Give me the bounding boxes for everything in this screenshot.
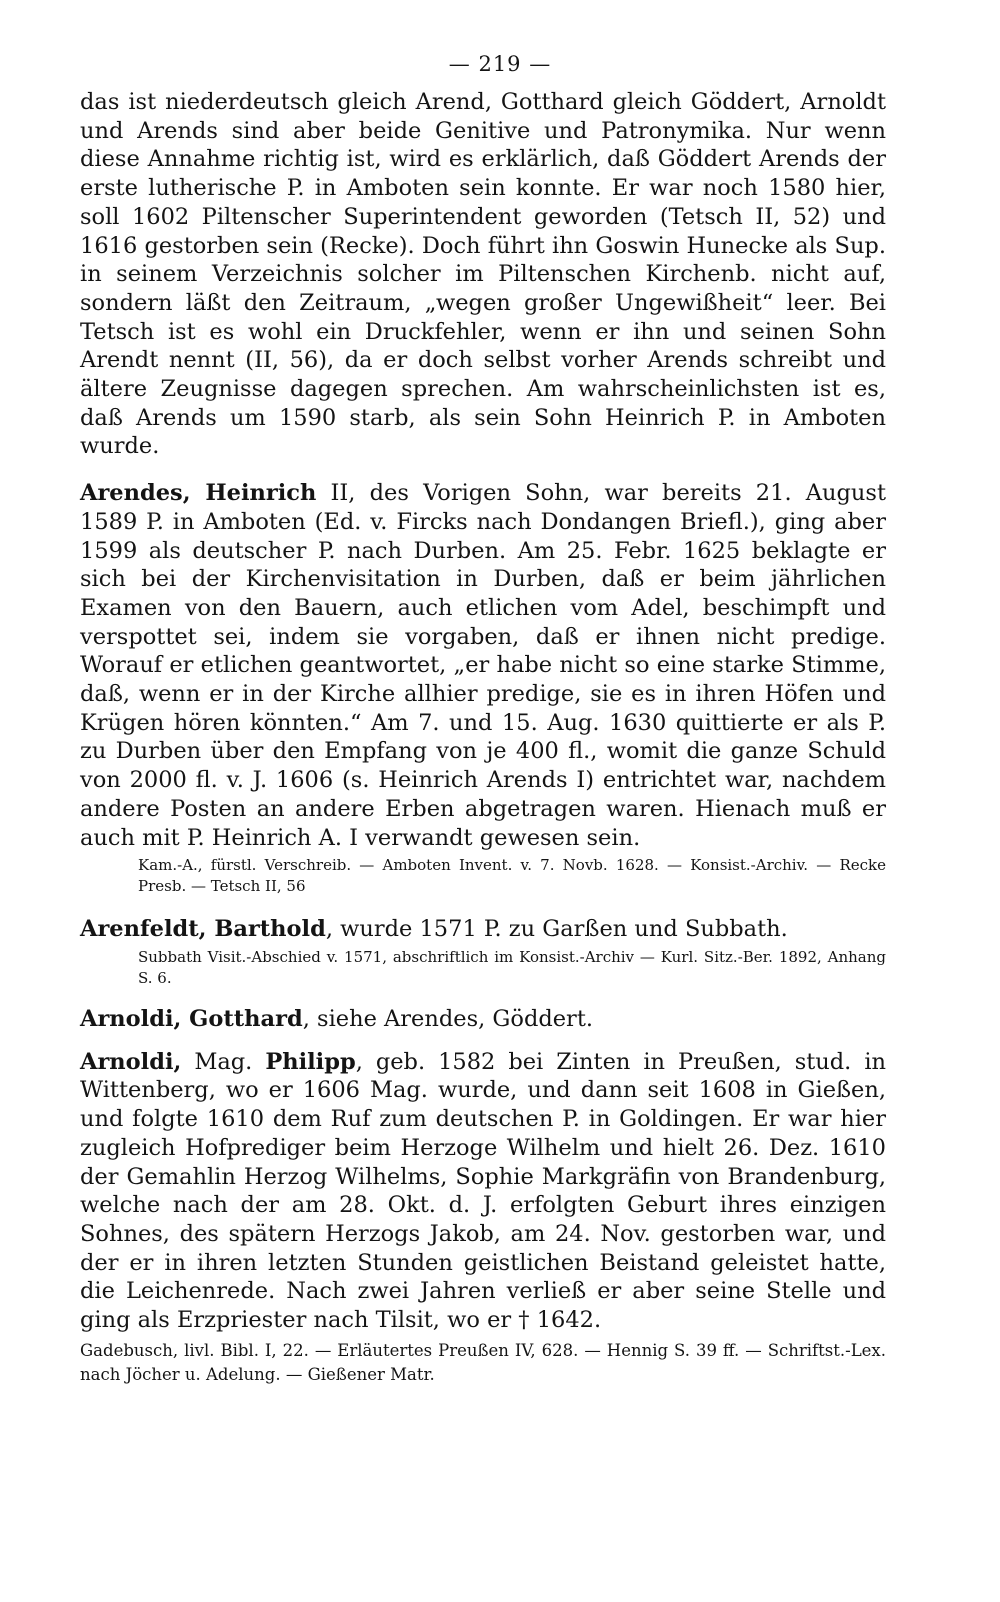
page-number: — 219 — xyxy=(448,52,552,76)
entry-arnoldi-gotthard xyxy=(80,1005,886,1034)
entry-heading: Arnoldi, Gotthard xyxy=(80,1005,303,1032)
entry-heading-name: Philipp xyxy=(265,1048,356,1075)
entry-heading: Arendes, Heinrich xyxy=(80,480,317,507)
entry-paragraph xyxy=(80,479,886,852)
entry-arendes-heinrich xyxy=(80,479,886,897)
entry-title: Mag. xyxy=(181,1048,266,1075)
intro-paragraph: das ist niederdeutsch gleich Arend, Gotthard gleich Göddert, Arnoldt und Arends sind aber beide Genitive und Patronymika. Nur wenn diese Annahme richtig ist, wird es erklärlich, daß Göddert Arends der erste lutherische P. in Amboten sein konnte. Er war noch 1580 hier, soll 1602 Piltenscher Superintendent geworden (Tetsch II, 52) und 1616 gestorben sein (Recke). Doch führt ihn Goswin Hunecke als Sup. in seinem Verzeichnis solcher im Piltenschen Kirchenb. nicht auf, sondern läßt den Zeitraum, „wegen großer Ungewißheit“ leer. Bei Tetsch ist es wohl ein Druckfehler, wenn er ihn und seinen Sohn Arendt nennt (II, 56), da er doch selbst vorher Arends schreibt und ältere Zeugnisse dagegen sprechen. Am wahrscheinlichsten ist es, daß Arends um 1590 starb, als sein Sohn Heinrich P. in Amboten wurde. xyxy=(80,89,886,460)
entry-paragraph xyxy=(80,1048,886,1335)
entry-text: , wurde 1571 P. zu Garßen und Subbath. xyxy=(325,916,788,943)
entry-text: II, des Vorigen Sohn, war bereits 21. August 1589 P. in Amboten (Ed. v. Fircks nach Dondangen Briefl.), ging aber 1599 als deutscher P. nach Durben. Am 25. Febr. 1625 beklagte er sich bei der Kirchenvisitation in Durben, daß er beim jährlichen Examen von den Bauern, auch etlichen vom Adel, beschimpft und verspottet sei, indem sie vorgaben, daß er ihnen nicht predige. Worauf er etlichen geantwortet, „er habe nicht so eine starke Stimme, daß, wenn er in der Kirche allhier predige, sie es in ihren Höfen und Krügen hören könnten.“ Am 7. und 15. Aug. 1630 quittierte er als P. zu Durben über den Empfang von je 400 fl., womit die ganze Schuld von 2000 fl. v. J. 1606 (s. Heinrich Arends I) entrichtet war, nachdem andere Posten an andere Erben abgetragen waren. Hienach muß er auch mit P. Heinrich A. I verwandt gewesen sein. xyxy=(80,480,886,851)
entry-sources: Subbath Visit.-Abschied v. 1571, abschriftlich im Konsist.-Archiv — Kurl. Sitz.-Ber. 1892, Anhang S. 6. xyxy=(138,947,886,987)
entry-sources: Gadebusch, livl. Bibl. I, 22. — Erläutertes Preußen IV, 628. — Hennig S. 39 ff. — Schriftst.-Lex. nach Jöcher u. Adelung. — Gießener Matr. xyxy=(80,1340,886,1384)
entry-heading: Arnoldi, xyxy=(80,1048,182,1075)
entry-arnoldi-philipp xyxy=(80,1048,886,1387)
entry-heading: Arenfeldt, Barthold xyxy=(80,916,326,943)
entry-paragraph xyxy=(80,915,886,944)
entry-text: , geb. 1582 bei Zinten in Preußen, stud. in Wittenberg, wo er 1606 Mag. wurde, und dann seit 1608 in Gießen, und folgte 1610 dem Ruf zum deutschen P. in Goldingen. Er war hier zugleich Hofprediger beim Herzoge Wilhelm und hielt 26. Dez. 1610 der Gemahlin Herzog Wilhelms, Sophie Markgräfin von Brandenburg, welche nach der am 28. Okt. d. J. erfolgten Geburt ihres einzigen Sohnes, des spätern Herzogs Jakob, am 24. Nov. gestorben war, und der er in ihren letzten Stunden geistlichen Beistand geleistet hatte, die Leichenrede. Nach zwei Jahren verließ er aber seine Stelle und ging als Erzpriester nach Tilsit, wo er † 1642. xyxy=(80,1048,886,1334)
text-column xyxy=(80,88,886,1387)
entry-arenfeldt-barthold xyxy=(80,915,886,989)
entry-sources: Kam.-A., fürstl. Verschreib. — Amboten Invent. v. 7. Novb. 1628. — Konsist.-Archiv. — Recke Presb. — Tetsch II, 56 xyxy=(138,856,886,896)
entry-paragraph xyxy=(80,1005,886,1034)
entry-text: , siehe Arendes, Göddert. xyxy=(302,1005,594,1032)
